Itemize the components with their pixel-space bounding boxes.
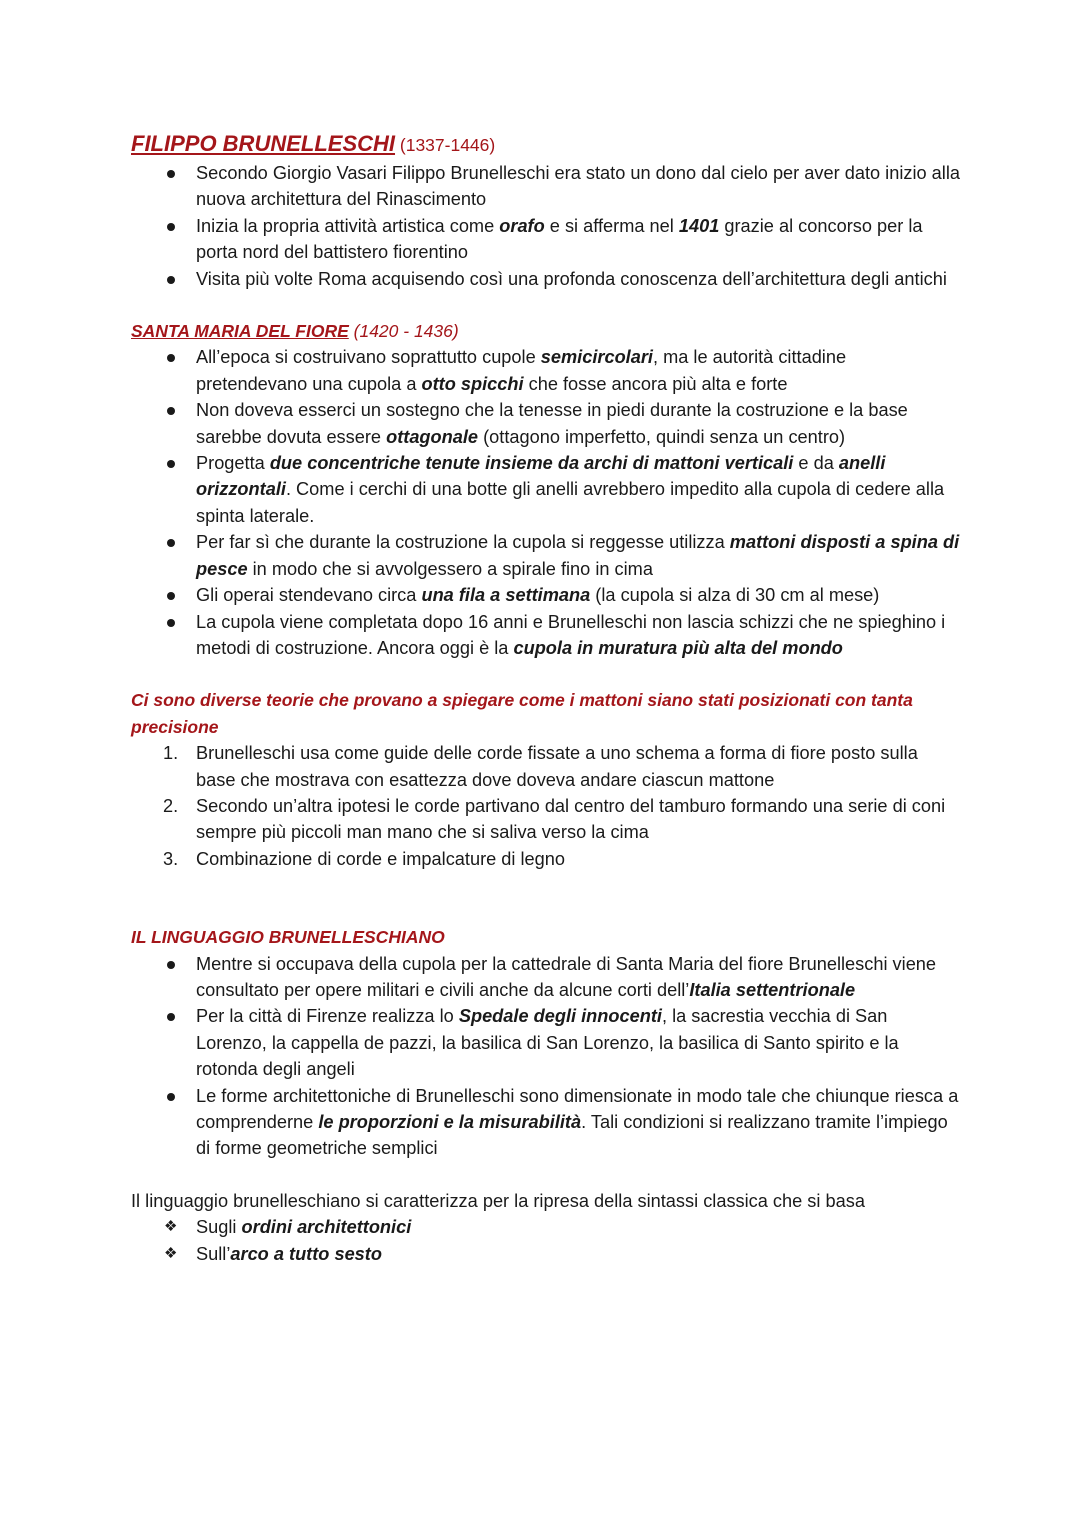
list-item: 2. Secondo un’altra ipotesi le corde partivano dal centro del tamburo formando una serie di coni sempre più piccoli man mano che si saliva verso la cima <box>131 793 961 846</box>
heading-title: IL LINGUAGGIO BRUNELLESCHIANO <box>131 927 445 948</box>
heading-dates: (1337-1446) <box>395 135 496 155</box>
bullet-icon <box>167 592 175 600</box>
list-item: Visita più volte Roma acquisendo così una profonda conoscenza dell’architettura degli antichi <box>131 266 961 292</box>
heading-dates: (1420 - 1436) <box>348 321 459 342</box>
list-item: Inizia la propria attività artistica come orafo e si afferma nel 1401 grazie al concorso per la porta nord del battistero fiorentino <box>131 213 961 266</box>
bullet-icon <box>167 460 175 468</box>
list-number: 3. <box>163 848 179 869</box>
list-item: La cupola viene completata dopo 16 anni e Brunelleschi non lascia schizzi che ne spieghino i metodi di costruzione. Ancora oggi è la cupola in muratura più alta del mondo <box>131 609 961 662</box>
list-item: Mentre si occupava della cupola per la cattedrale di Santa Maria del fiore Brunelleschi viene consultato per opere militari e civili anche da alcune corti dell’Italia settentrionale <box>131 951 961 1004</box>
bullet-icon <box>167 223 175 231</box>
list-item: ❖ Sull’arco a tutto sesto <box>131 1241 961 1267</box>
bullet-icon <box>167 276 175 284</box>
list-item: All’epoca si costruivano soprattutto cupole semicircolari, ma le autorità cittadine pretendevano una cupola a otto spicchi che fosse ancora più alta e forte <box>131 344 961 397</box>
list-item: Le forme architettoniche di Brunelleschi sono dimensionate in modo tale che chiunque riesca a comprenderne le proporzioni e la misurabilità. Tali condizioni si realizzano tramite l’impiego di forme geometriche semplici <box>131 1083 961 1162</box>
list-number: 2. <box>163 795 179 816</box>
list-item: Gli operai stendevano circa una fila a settimana (la cupola si alza di 30 cm al mese) <box>131 582 961 608</box>
section-heading-filippo <box>131 128 961 160</box>
section-heading-linguaggio <box>131 924 961 950</box>
diamond-list <box>131 1214 961 1267</box>
bullet-icon <box>167 1093 175 1101</box>
diamond-bullet-icon: ❖ <box>164 1218 178 1236</box>
list-item: 1. Brunelleschi usa come guide delle corde fissate a uno schema a forma di fiore posto sulla base che mostrava con esattezza dove doveva andare ciascun mattone <box>131 740 961 793</box>
list-item: Progetta due concentriche tenute insieme da archi di mattoni verticali e da anelli orizzontali. Come i cerchi di una botte gli anelli avrebbero impedito alla cupola di cedere alla spinta laterale. <box>131 450 961 529</box>
list-item: 3. Combinazione di corde e impalcature di legno <box>131 846 961 872</box>
heading-title: FILIPPO BRUNELLESCHI <box>131 131 396 156</box>
list-number: 1. <box>163 743 179 764</box>
bullet-list-linguaggio <box>131 951 961 1162</box>
section-heading-teorie <box>131 687 961 740</box>
bullet-list-filippo <box>131 160 961 292</box>
bullet-icon <box>167 961 175 969</box>
list-item: ❖ Sugli ordini architettonici <box>131 1214 961 1240</box>
numbered-list-teorie <box>131 740 961 872</box>
bullet-icon <box>167 539 175 547</box>
bullet-list-santa-maria <box>131 344 961 661</box>
heading-title: SANTA MARIA DEL FIORE <box>131 321 349 342</box>
section-heading-santa-maria <box>131 318 961 344</box>
bullet-icon <box>167 170 175 178</box>
heading-title: Ci sono diverse teorie che provano a spiegare come i mattoni siano stati posizionati con tanta precisione <box>131 690 913 737</box>
list-item: Per far sì che durante la costruzione la cupola si reggesse utilizza mattoni disposti a spina di pesce in modo che si avvolgessero a spirale fino in cima <box>131 529 961 582</box>
paragraph-sintassi: Il linguaggio brunelleschiano si caratterizza per la ripresa della sintassi classica che si basa <box>131 1190 865 1211</box>
list-item: Per la città di Firenze realizza lo Spedale degli innocenti, la sacrestia vecchia di San Lorenzo, la cappella de pazzi, la basilica di San Lorenzo, la basilica di Santo spirito e la rotonda degli angeli <box>131 1003 961 1082</box>
bullet-icon <box>167 354 175 362</box>
list-item: Non doveva esserci un sostegno che la tenesse in piedi durante la costruzione e la base sarebbe dovuta essere ottagonale (ottagono imperfetto, quindi senza un centro) <box>131 397 961 450</box>
document-page <box>131 128 961 1267</box>
bullet-icon <box>167 407 175 415</box>
diamond-bullet-icon: ❖ <box>164 1244 178 1262</box>
bullet-icon <box>167 1013 175 1021</box>
list-item: Secondo Giorgio Vasari Filippo Brunelleschi era stato un dono dal cielo per aver dato inizio alla nuova architettura del Rinascimento <box>131 160 961 213</box>
bullet-icon <box>167 619 175 627</box>
